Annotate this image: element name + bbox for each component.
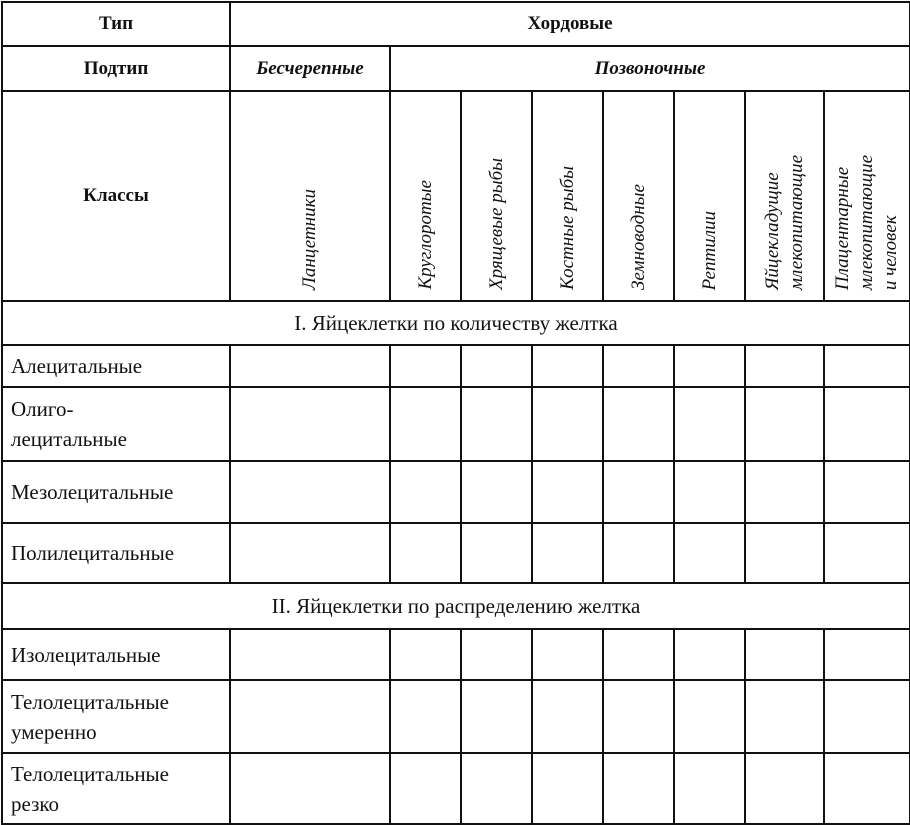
answer-cell xyxy=(390,753,461,824)
class-name-line: Яйцекладущие xyxy=(761,172,783,290)
classes-label: Классы xyxy=(2,91,230,301)
table-row xyxy=(2,523,910,583)
row-label: Изолецитальные xyxy=(2,629,230,680)
answer-cell xyxy=(674,680,745,753)
table-row xyxy=(2,345,910,387)
class-name-line: млекопитающие xyxy=(856,154,877,290)
class-name-line: Земноводные xyxy=(627,183,649,290)
class-header xyxy=(461,91,532,301)
answer-cell xyxy=(461,680,532,753)
answer-cell xyxy=(461,629,532,680)
answer-cell xyxy=(603,387,674,461)
answer-cell xyxy=(532,461,603,523)
answer-cell xyxy=(603,753,674,824)
answer-cell xyxy=(230,461,390,523)
table-row xyxy=(2,629,910,680)
class-name-line: Хрящевые рыбы xyxy=(485,157,507,290)
subtype-acrania: Бесчерепные xyxy=(230,46,390,91)
table-row xyxy=(2,387,910,461)
answer-cell xyxy=(532,345,603,387)
section-header-row xyxy=(2,583,910,629)
classification-table xyxy=(1,1,910,825)
answer-cell xyxy=(532,753,603,824)
answer-cell xyxy=(745,680,824,753)
answer-cell xyxy=(230,753,390,824)
answer-cell xyxy=(745,629,824,680)
section-title: II. Яйцеклетки по распределению желтка xyxy=(2,583,910,629)
row-label: Мезолецитальные xyxy=(2,461,230,523)
type-value: Хордовые xyxy=(230,2,910,46)
class-header xyxy=(230,91,390,301)
answer-cell xyxy=(461,345,532,387)
answer-cell xyxy=(390,523,461,583)
subtype-label: Подтип xyxy=(2,46,230,91)
answer-cell xyxy=(390,680,461,753)
answer-cell xyxy=(230,387,390,461)
class-header xyxy=(390,91,461,301)
answer-cell xyxy=(674,345,745,387)
answer-cell xyxy=(390,629,461,680)
answer-cell xyxy=(674,753,745,824)
answer-cell xyxy=(674,523,745,583)
class-name xyxy=(698,211,722,290)
class-header xyxy=(532,91,603,301)
type-row xyxy=(2,2,910,46)
answer-cell xyxy=(461,387,532,461)
answer-cell xyxy=(824,680,910,753)
table-row xyxy=(2,461,910,523)
section-header-row xyxy=(2,301,910,345)
row-label: Телолецитальные умеренно xyxy=(2,680,230,753)
class-name xyxy=(831,155,903,290)
answer-cell xyxy=(603,345,674,387)
answer-cell xyxy=(824,345,910,387)
answer-cell xyxy=(461,461,532,523)
class-header xyxy=(674,91,745,301)
class-header xyxy=(824,91,910,301)
table-row xyxy=(2,753,910,824)
answer-cell xyxy=(824,629,910,680)
answer-cell xyxy=(745,523,824,583)
class-name xyxy=(761,155,809,290)
class-name xyxy=(485,158,509,290)
answer-cell xyxy=(230,680,390,753)
answer-cell xyxy=(824,523,910,583)
answer-cell xyxy=(390,461,461,523)
row-label: Олиго- лецитальные xyxy=(2,387,230,461)
answer-cell xyxy=(532,680,603,753)
class-name xyxy=(556,166,580,290)
subtype-row xyxy=(2,46,910,91)
class-name-line: и человек xyxy=(880,215,901,290)
answer-cell xyxy=(603,461,674,523)
class-name-line: Плацентарные xyxy=(832,166,853,290)
table-row xyxy=(2,680,910,753)
row-label: Телолецитальные резко xyxy=(2,753,230,824)
class-name-line: Костные рыбы xyxy=(556,166,578,290)
answer-cell xyxy=(461,753,532,824)
class-header xyxy=(745,91,824,301)
answer-cell xyxy=(603,629,674,680)
classes-row xyxy=(2,91,910,301)
answer-cell xyxy=(532,629,603,680)
section-title: I. Яйцеклетки по количеству желтка xyxy=(2,301,910,345)
class-name-line: Ланцетники xyxy=(299,189,320,290)
row-label: Алецитальные xyxy=(2,345,230,387)
answer-cell xyxy=(745,461,824,523)
type-label: Тип xyxy=(2,2,230,46)
answer-cell xyxy=(230,345,390,387)
class-name-line: млекопитающие xyxy=(785,154,807,290)
answer-cell xyxy=(532,523,603,583)
subtype-vertebrata: Позвоночные xyxy=(390,46,910,91)
answer-cell xyxy=(824,387,910,461)
answer-cell xyxy=(532,387,603,461)
answer-cell xyxy=(461,523,532,583)
class-name xyxy=(627,184,651,290)
answer-cell xyxy=(603,523,674,583)
row-label: Полилецитальные xyxy=(2,523,230,583)
answer-cell xyxy=(603,680,674,753)
answer-cell xyxy=(230,523,390,583)
answer-cell xyxy=(674,461,745,523)
answer-cell xyxy=(745,753,824,824)
answer-cell xyxy=(390,345,461,387)
answer-cell xyxy=(674,629,745,680)
answer-cell xyxy=(390,387,461,461)
answer-cell xyxy=(230,629,390,680)
answer-cell xyxy=(745,387,824,461)
class-name xyxy=(414,180,438,290)
class-name-line: Круглоротые xyxy=(414,180,436,290)
class-name-line: Рептилии xyxy=(698,210,720,290)
answer-cell xyxy=(824,753,910,824)
answer-cell xyxy=(745,345,824,387)
answer-cell xyxy=(674,387,745,461)
class-header xyxy=(603,91,674,301)
answer-cell xyxy=(824,461,910,523)
class-name xyxy=(298,189,322,290)
